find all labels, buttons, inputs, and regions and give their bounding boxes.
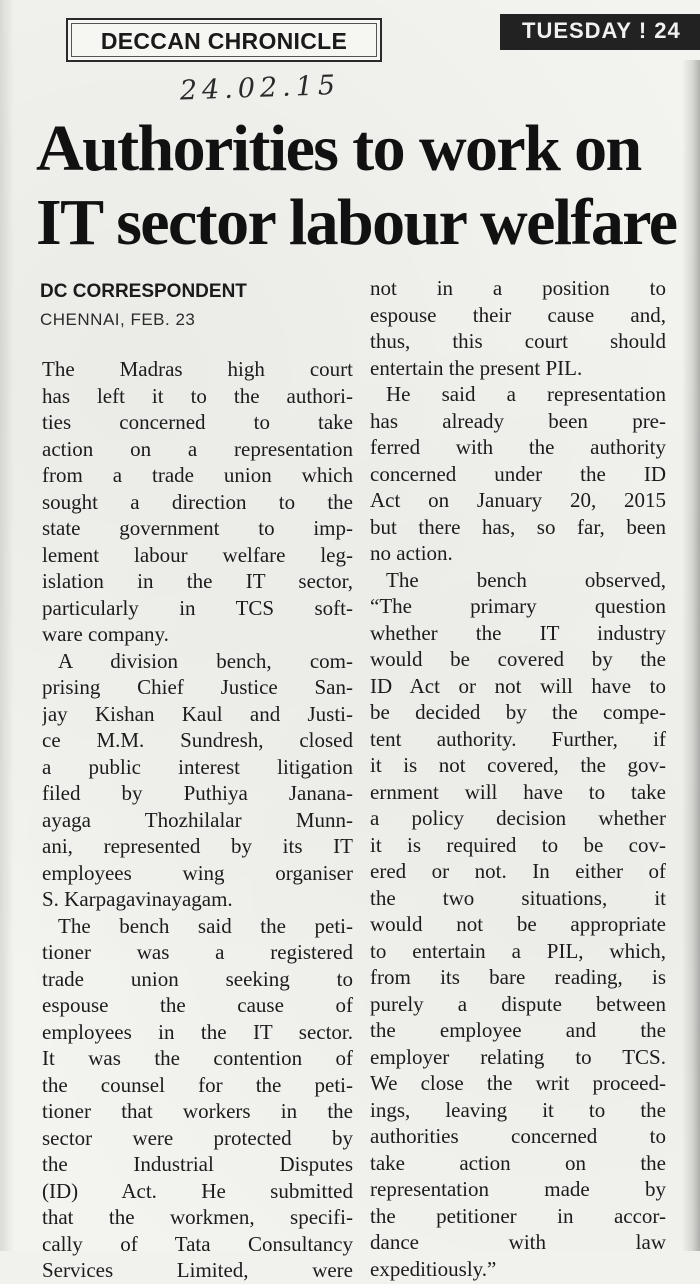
article-text-line: the employee and the — [370, 1018, 666, 1042]
article-text-line: the counsel for the peti- — [42, 1072, 353, 1097]
headline-line: Authorities to work on — [36, 112, 641, 185]
article-text-line: from a trade union which — [42, 463, 353, 487]
article-text-line: employees wing organiser — [42, 860, 353, 885]
article-text-line: islation in the IT sector, — [42, 569, 353, 593]
article-text-line: from its bare reading, is — [370, 965, 666, 989]
article-text-line: it is not covered, the gov- — [370, 753, 666, 777]
headline-line: IT sector labour welfare — [36, 186, 677, 259]
article-text-line: We close the writ proceed- — [370, 1071, 666, 1095]
article-text-line: no action. — [370, 541, 453, 565]
article-text-line: sector were protected by — [42, 1125, 353, 1150]
article-text-line: employer relating to TCS. — [370, 1044, 666, 1069]
article-text-line: representation made by — [370, 1177, 666, 1201]
article-text-line: espouse their cause and, — [370, 302, 666, 327]
article-text-line: trade union seeking to — [42, 966, 353, 991]
article-text-line: the two situations, it — [370, 885, 666, 910]
article-text-line: Act on January 20, 2015 — [370, 488, 666, 512]
article-text-line: “The primary question — [370, 594, 666, 618]
article-text-line: purely a dispute between — [370, 991, 666, 1016]
article-text-line: It was the contention of — [42, 1046, 353, 1070]
article-text-line: tent authority. Further, if — [370, 726, 666, 751]
article-text-line: The bench said the peti- — [58, 913, 353, 938]
article-column-left — [42, 356, 353, 1284]
article-text-line: ID Act or not will have to — [370, 673, 666, 698]
article-text-line: The Madras high court — [42, 357, 353, 381]
article-text-line: would not be appropriate — [370, 912, 666, 936]
article-text-line: authorities concerned to — [370, 1124, 666, 1148]
article-text-line: He said a representation — [386, 382, 666, 406]
article-text-line: (ID) Act. He submitted — [42, 1178, 353, 1203]
article-text-line: dance with law — [370, 1230, 666, 1254]
article-text-line: cally of Tata Consultancy — [42, 1231, 353, 1256]
article-text-line: expeditiously.” — [370, 1256, 497, 1281]
article-text-line: but there has, so far, been — [370, 514, 666, 539]
article-text-line: a public interest litigation — [42, 754, 353, 779]
article-text-line: it is required to be cov- — [370, 832, 666, 857]
article-text-line: S. Karpagavinayagam. — [42, 887, 233, 911]
article-text-line: that the workmen, specifi- — [42, 1205, 353, 1229]
article-text-line: has already been pre- — [370, 408, 666, 433]
article-text-line: employees in the IT sector. — [42, 1019, 353, 1044]
article-text-line: Services Limited, were — [42, 1258, 353, 1282]
article-text-line: particularly in TCS soft- — [42, 595, 353, 620]
article-text-line: to entertain a PIL, which, — [370, 938, 666, 963]
article-text-line: lement labour welfare leg- — [42, 542, 353, 567]
issue-day-bar — [500, 14, 700, 50]
issue-day: TUESDAY ! 24 — [522, 18, 681, 43]
article-text-line: state government to imp- — [42, 516, 353, 540]
article-column-right — [370, 275, 666, 1282]
article-text-line: action on a representation — [42, 436, 353, 461]
article-text-line: take action on the — [370, 1150, 666, 1175]
scan-shadow-left — [0, 0, 14, 1251]
article-text-line: the Industrial Disputes — [42, 1152, 353, 1176]
article-text-line: be decided by the compe- — [370, 700, 666, 724]
article-text-line: ties concerned to take — [42, 410, 353, 434]
article-text-line: ware company. — [42, 622, 169, 646]
article-text-line: entertain the present PIL. — [370, 355, 583, 380]
article-text-line: ani, represented by its IT — [42, 834, 353, 858]
article-text-line: A division bench, com- — [58, 648, 353, 673]
article-text-line: jay Kishan Kaul and Justi- — [42, 701, 353, 726]
masthead-logo-box — [66, 18, 382, 62]
article-text-line: filed by Puthiya Janana- — [42, 781, 353, 805]
article-text-line: espouse the cause of — [42, 993, 353, 1017]
article-text-line: has left it to the authori- — [42, 383, 353, 408]
dateline: CHENNAI, FEB. 23 — [40, 310, 196, 329]
article-text-line: thus, this court should — [370, 329, 666, 353]
article-text-line: ce M.M. Sundresh, closed — [42, 728, 353, 752]
article-text-line: would be covered by the — [370, 647, 666, 671]
article-text-line: prising Chief Justice San- — [42, 675, 353, 699]
article-text-line: ings, leaving it to the — [370, 1097, 666, 1122]
article-text-line: concerned under the ID — [370, 461, 666, 486]
article-text-line: ayaga Thozhilalar Munn- — [42, 807, 353, 832]
article-text-line: whether the IT industry — [370, 620, 666, 645]
article-text-line: not in a position to — [370, 276, 666, 300]
byline: DC CORRESPONDENT — [40, 281, 247, 302]
article-text-line: The bench observed, — [386, 567, 666, 592]
article-text-line: tioner was a registered — [42, 940, 353, 964]
headline — [36, 112, 686, 260]
article-text-line: ferred with the authority — [370, 435, 666, 459]
article-text-line: the petitioner in accor- — [370, 1203, 666, 1228]
article-text-line: tioner that workers in the — [42, 1099, 353, 1123]
handwritten-date: 24.02.15 — [179, 69, 341, 107]
article-text-line: sought a direction to the — [42, 489, 353, 514]
article-text-line: ernment will have to take — [370, 779, 666, 804]
article-text-line: a policy decision whether — [370, 806, 666, 830]
article-text-line: ered or not. In either of — [370, 859, 666, 883]
publication-name: DECCAN CHRONICLE — [100, 28, 348, 54]
